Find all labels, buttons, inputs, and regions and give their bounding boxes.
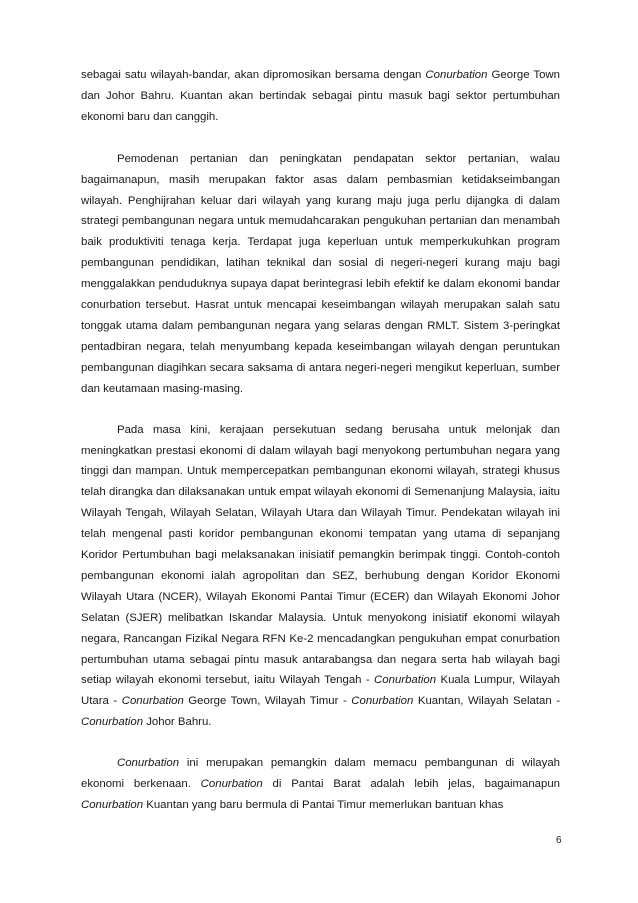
text-run: Pemodenan pertanian dan peningkatan pendapatan sektor pertanian, walau bagaimanapun, masih merupakan faktor asas dalam pembasmian ketidakseimbangan wilayah. Penghijrahan keluar dari wilayah yang kurang maju juga perlu dijangka di dalam strategi pembangunan negara untuk memudahcarakan pengukuhan pertanian dan menambah baik produktiviti tenaga kerja. Terdapat juga keperluan untuk memperkukuhkan program pembangunan pendidikan, latihan teknikal dan sosial di negeri-negeri kurang maju bagi menggalakkan penduduknya supaya dapat berintegrasi lebih efektif ke dalam ekonomi bandar conurbation tersebut. Hasrat untuk mencapai keseimbangan wilayah merupakan salah satu tonggak utama dalam pembangunan negara yang selaras dengan RMLT. Sistem 3-peringkat pentadbiran negara, telah menyumbang kepada keseimbangan wilayah dengan peruntukan pembangunan diagihkan secara saksama di antara negeri-negeri mengikut keperluan, sumber dan keutamaan masing-masing. <box>81 152 560 395</box>
text-run: Pada masa kini, kerajaan persekutuan sedang berusaha untuk melonjak dan meningkatkan prestasi ekonomi di dalam wilayah bagi menyokong pertumbuhan negara yang tinggi dan mampan. Untuk mempercepatkan pembangunan ekonomi wilayah, strategi khusus telah dirangka dan dilaksanakan untuk empat wilayah ekonomi di Semenanjung Malaysia, iaitu Wilayah Tengah, Wilayah Selatan, Wilayah Utara dan Wilayah Timur. Pendekatan wilayah ini telah mengenal pasti koridor pembangunan ekonomi tempatan yang utama di sepanjang Koridor Pertumbuhan bagi melaksanakan inisiatif pemangkin berimpak tinggi. Contoh-contoh pembangunan ekonomi ialah agropolitan dan SEZ, berhubung dengan Koridor Ekonomi Wilayah Utara (NCER), Wilayah Ekonomi Pantai Timur (ECER) dan Wilayah Ekonomi Johor Selatan (SJER) melibatkan Iskandar Malaysia. Untuk menyokong inisiatif ekonomi wilayah negara, Rancangan Fizikal Negara RFN Ke-2 mencadangkan pengukuhan empat conurbation pertumbuhan utama sebagai pintu masuk antarabangsa dan negara serta hab wilayah bagi setiap wilayah ekonomi tersebut, iaitu Wilayah Tengah - <box>81 423 560 687</box>
paragraph <box>81 753 560 816</box>
paragraph <box>81 65 560 128</box>
page-body <box>81 65 560 816</box>
text-run: George Town, Wilayah Timur - <box>183 695 352 708</box>
italic-term: Conurbation <box>200 778 263 791</box>
italic-term: Conurbation <box>81 799 144 811</box>
text-run: George Town dan Johor Bahru. Kuantan akan bertindak sebagai pintu masuk bagi sektor pertumbuhan ekonomi baru dan canggih. <box>81 69 560 123</box>
text-run: Kuantan, Wilayah Selatan - <box>413 695 561 708</box>
italic-term: Conurbation <box>351 695 414 708</box>
italic-term: Conurbation <box>121 695 184 708</box>
text-run: Kuantan yang baru bermula di Pantai Timur memerlukan bantuan khas <box>143 799 504 811</box>
text-run: ini merupakan pemangkin dalam memacu pembangunan di wilayah ekonomi berkenaan. <box>81 757 560 791</box>
text-run: sebagai satu wilayah-bandar, akan dipromosikan bersama dengan <box>81 69 426 81</box>
italic-term: Conurbation <box>81 716 144 729</box>
italic-term: Conurbation <box>374 674 437 687</box>
italic-term: Conurbation <box>117 757 180 770</box>
page-number: 6 <box>556 835 562 846</box>
text-run: di Pantai Barat adalah lebih jelas, bagaimanapun <box>262 778 560 791</box>
text-run: Kuala Lumpur, Wilayah Utara - <box>81 674 561 708</box>
paragraph <box>81 420 560 734</box>
text-run: Johor Bahru. <box>143 716 212 729</box>
paragraph <box>81 149 560 400</box>
italic-term: Conurbation <box>425 69 488 81</box>
